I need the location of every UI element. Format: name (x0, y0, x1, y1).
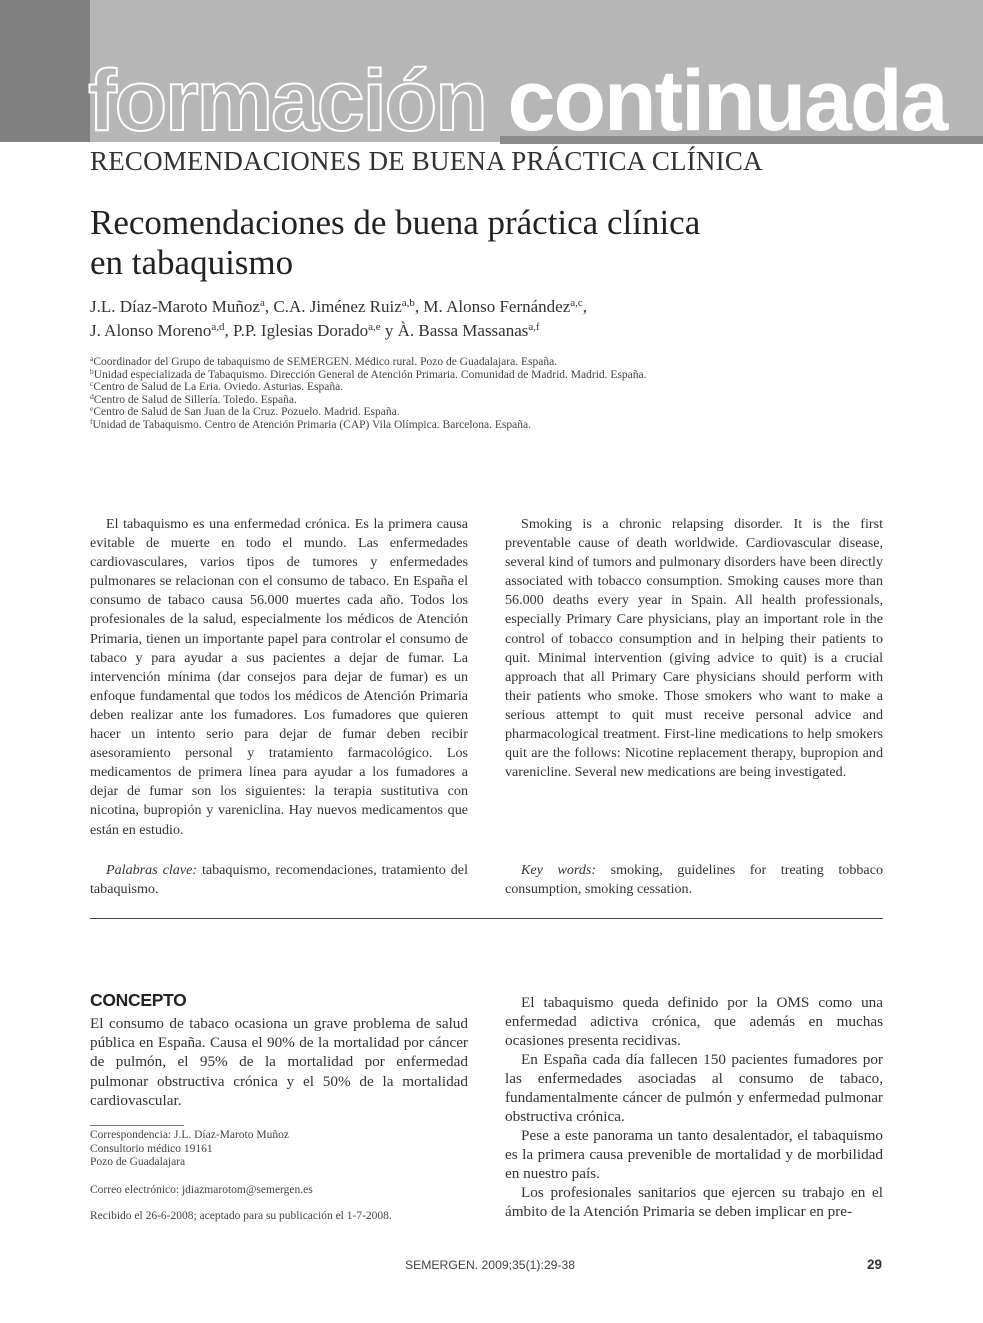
abstract-spanish: El tabaquismo es una enfermedad crónica. Es la primera causa evitable de muerte en todo el mundo. Las enfermedades cardiovasculares, varios tipos de tumores y enfermedades pulmonares se relacionan con el consumo de tabaco. En España el consumo de tabaco causa 56.000 muertes cada año. Todos los profesionales de la salud, especialmente los médicos de Atención Primaria, tienen un importante papel para controlar el consumo de tabaco y para ayudar a sus pacientes a dejar de fumar. La intervención mínima (dar consejos para dejar de fumar) es un enfoque fundamental que todos los médicos de Atención Primaria deben realizar ante los fumadores. Los fumadores que quieren hacer un intento serio para dejar de fumar deben recibir asesoramiento personal y tratamiento farmacológico. Los medicamentos de primera línea para ayudar a los fumadores a dejar de fumar son los siguientes: la terapia sustitutiva con nicotina, bupropión y vareniclina. Hay nuevos medicamentos que están en estudio. (90, 516, 468, 838)
author-name: J. Alonso Moreno (90, 321, 212, 340)
keywords-label: Palabras clave: (106, 862, 198, 878)
author-name: J.L. Díaz-Maroto Muñoz (90, 297, 260, 316)
affiliation-text: Centro de Salud de La Eria. Oviedo. Asturias. España. (93, 381, 344, 394)
author-affiliation-mark: a,d (211, 321, 225, 333)
author-name: P.P. Iglesias Dorado (233, 321, 369, 340)
author-separator: , (582, 297, 588, 316)
keywords-spanish (90, 861, 468, 899)
article-title-line2: en tabaquismo (90, 243, 294, 282)
affiliation-item (90, 366, 890, 382)
section-label: RECOMENDACIONES DE BUENA PRÁCTICA CLÍNICA (90, 146, 763, 176)
author-affiliation-mark: a,c (570, 297, 583, 309)
affiliation-mark: c (90, 379, 94, 389)
correspondence-town: Pozo de Guadalajara (90, 1156, 186, 1168)
affiliation-mark: e (90, 404, 94, 414)
affiliation-text: Centro de Salud de Sillería. Toledo. España. (93, 393, 297, 406)
journal-section-title (88, 53, 947, 149)
author-name: À. Bassa Massanas (397, 321, 529, 340)
title-word-continuada: continuada (507, 53, 947, 149)
author-separator: , (414, 297, 424, 316)
affiliation-mark: a (90, 354, 94, 363)
affiliation-mark: b (90, 366, 94, 376)
author-name: M. Alonso Fernández (423, 297, 571, 316)
author-affiliation-mark: a,e (368, 321, 381, 333)
journal-citation: SEMERGEN. 2009;35(1):29-38 (405, 1258, 576, 1272)
author-affiliation-mark: a (259, 297, 265, 309)
keywords-english (505, 861, 883, 899)
correspondence-email: Correo electrónico: jdiazmarotom@semergen.es (90, 1184, 313, 1196)
affiliation-text: Unidad de Tabaquismo. Centro de Atención Primaria (CAP) Vila Olímpica. Barcelona. España. (92, 418, 531, 431)
article-title-line1: Recomendaciones de buena práctica clínica (90, 203, 701, 242)
author-affiliation-mark: a,f (528, 321, 540, 333)
author-separator: y (380, 321, 398, 340)
section-divider (90, 918, 883, 919)
article-title (90, 203, 890, 283)
page-number: 29 (867, 1257, 883, 1272)
title-word-formacion: formación (88, 53, 486, 149)
concepto-heading: CONCEPTO (90, 990, 187, 1010)
author-list (90, 295, 890, 343)
affiliation-item (90, 406, 890, 419)
affiliation-mark: f (90, 416, 93, 426)
received-dates: Recibido el 26-6-2008; aceptado para su publicación el 1-7-2008. (90, 1210, 392, 1222)
keywords-text: smoking, guidelines for treating tobbaco consumption, smoking cessation. (505, 862, 883, 898)
correspondence-office: Consultorio médico 19161 (90, 1142, 213, 1155)
affiliation-item (90, 356, 890, 369)
body-paragraph: El tabaquismo queda definido por la OMS como una enfermedad adictiva crónica, que además en muchas ocasiones presenta recidivas. (505, 994, 883, 1049)
body-paragraph: En España cada día fallecen 150 pacientes fumadores por las enfermedades asociadas al consumo de tabaco, fundamentalmente cáncer de pulmón y enfermedad pulmonar obstructiva crónica. (505, 1051, 883, 1125)
header-band-dark (0, 0, 90, 142)
affiliation-text: Coordinador del Grupo de tabaquismo de SEMERGEN. Médico rural. Pozo de Guadalajara. España. (93, 356, 558, 368)
body-paragraph: Pese a este panorama un tanto desalentador, el tabaquismo es la primera causa prevenible de mortalidad y de morbilidad en nuestro país. (505, 1127, 883, 1182)
keywords-label: Key words: (521, 862, 597, 878)
correspondence-name: Correspondencia: J.L. Díaz-Maroto Muñoz (90, 1129, 289, 1141)
author-separator: , (264, 297, 274, 316)
affiliation-text: Centro de Salud de San Juan de la Cruz. Pozuelo. Madrid. España. (93, 406, 400, 419)
author-separator: , (224, 321, 234, 340)
author-affiliation-mark: a,b (401, 297, 415, 309)
affiliation-item (90, 416, 890, 432)
affiliation-text: Unidad especializada de Tabaquismo. Dirección General de Atención Primaria. Comunidad de Madrid. Madrid. España. (93, 368, 647, 381)
keywords-text: tabaquismo, recomendaciones, tratamiento del tabaquismo. (90, 862, 468, 898)
footnote-divider (90, 1125, 184, 1126)
correspondence (90, 1129, 468, 1170)
abstract-english: Smoking is a chronic relapsing disorder. It is the first preventable cause of death worldwide. Cardiovascular disease, several kind of tumors and pulmonary disorders have been directly associated with tobacco consumption. Smoking causes more than 56.000 deaths every year in Spain. All health professionals, especially Primary Care physicians, play an important role in the control of tobacco consumption and in helping their patients to quit. Minimal intervention (giving advice to quit) is a crucial approach that all Primary Care physicians should perform with their patients who smoke. Those smokers who want to make a serious attempt to quit must receive personal advice and pharmacological treatment. First-line medications to help smokers quit are the follows: Nicotine replacement therapy, bupropion and varenicline. Several new medications are being investigated. (505, 516, 883, 781)
affiliation-mark: d (90, 391, 94, 401)
author-name: C.A. Jiménez Ruiz (273, 297, 402, 316)
affiliation-item (90, 381, 890, 394)
concepto-paragraph: El consumo de tabaco ocasiona un grave problema de salud pública en España. Causa el 90% de la mortalidad por cáncer de pulmón, el 95% de la mortalidad por enfermedad pulmonar obstructiva crónica y el 50% de la mortalidad cardiovascular. (90, 1015, 468, 1109)
affiliation-item (90, 391, 890, 407)
body-paragraph: Los profesionales sanitarios que ejercen su trabajo en el ámbito de la Atención Primaria se deben implicar en pre- (505, 1184, 883, 1220)
affiliation-list (90, 356, 890, 432)
body-column-right (505, 993, 883, 1221)
